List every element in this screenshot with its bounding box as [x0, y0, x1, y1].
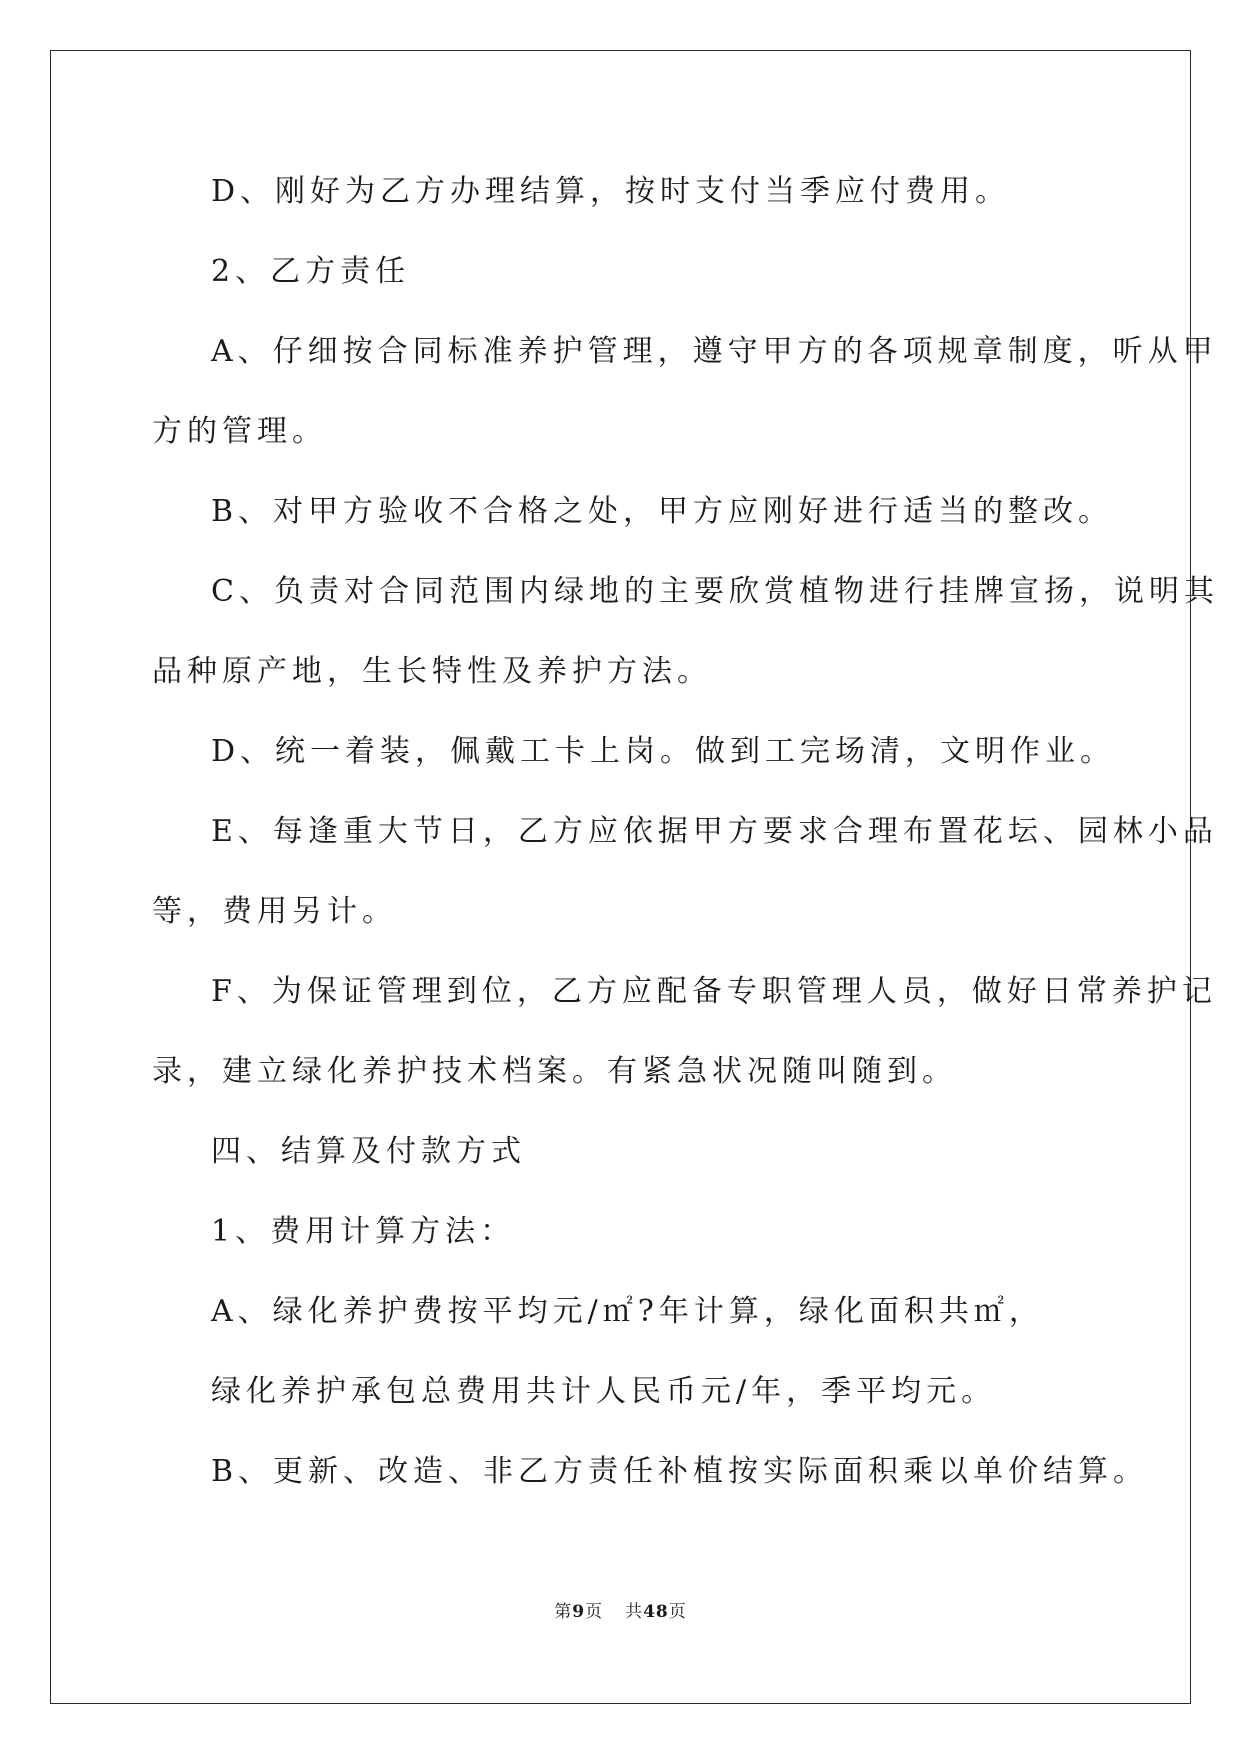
heading-party-b-duties: 2、乙方责任 [211, 254, 411, 289]
paragraph-duty-d: D、统一着装，佩戴工卡上岗。做到工完场清，文明作业。 [211, 734, 1116, 769]
paragraph-duty-a-line1: A、仔细按合同标准养护管理，遵守甲方的各项规章制度，听从甲 [211, 334, 1218, 369]
paragraph-duty-f-line1: F、为保证管理到位，乙方应配备专职管理人员，做好日常养护记 [211, 974, 1217, 1009]
total-pages: 48 [643, 1602, 669, 1622]
paragraph-duty-f-line2: 录，建立绿化养护技术档案。有紧急状况随叫随到。 [152, 1054, 957, 1089]
paragraph-duty-c-line1: C、负责对合同范围内绿地的主要欣赏植物进行挂牌宣扬，说明其 [211, 574, 1219, 609]
paragraph-fee-b: B、更新、改造、非乙方责任补植按实际面积乘以单价结算。 [211, 1454, 1149, 1489]
paragraph-fee-a-line2: 绿化养护承包总费用共计人民币元/年，季平均元。 [211, 1374, 997, 1409]
paragraph-duty-c-line2: 品种原产地，生长特性及养护方法。 [152, 654, 712, 689]
paragraph-payment-settlement: D、刚好为乙方办理结算，按时支付当季应付费用。 [211, 174, 1011, 209]
paragraph-duty-a-line2: 方的管理。 [152, 414, 327, 449]
total-suffix: 页 [668, 1602, 687, 1622]
paragraph-fee-a-line1: A、绿化养护费按平均元/㎡?年计算，绿化面积共㎡， [211, 1294, 1044, 1329]
page-prefix: 第 [554, 1602, 573, 1622]
paragraph-duty-e-line1: E、每逢重大节日，乙方应依据甲方要求合理布置花坛、园林小品 [211, 814, 1218, 849]
page-number: 9 [572, 1602, 586, 1622]
page-footer [0, 1602, 1241, 1622]
paragraph-duty-b: B、对甲方验收不合格之处，甲方应刚好进行适当的整改。 [211, 494, 1114, 529]
heading-settlement-payment: 四、结算及付款方式 [211, 1134, 526, 1169]
heading-fee-calculation: 1、费用计算方法： [211, 1214, 516, 1249]
total-prefix: 共 [625, 1602, 644, 1622]
paragraph-duty-e-line2: 等，费用另计。 [152, 894, 397, 929]
page-suffix: 页 [585, 1602, 604, 1622]
